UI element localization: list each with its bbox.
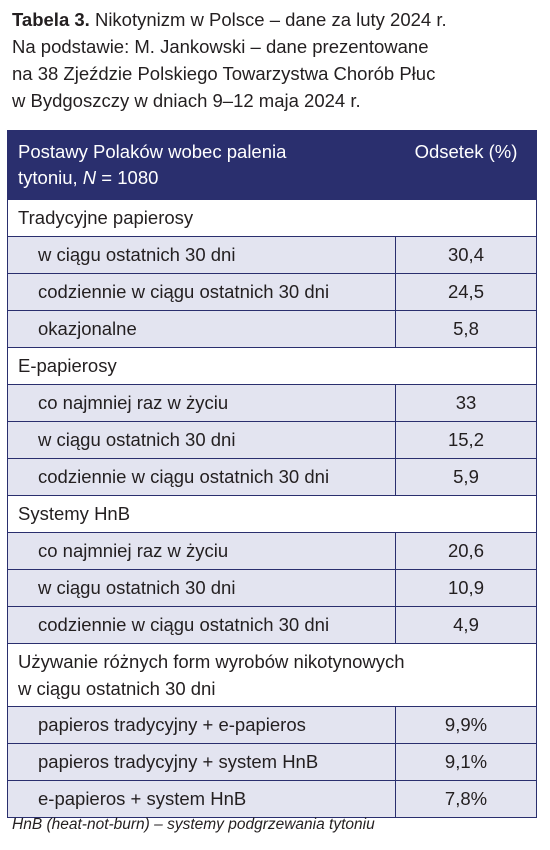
row-label: e-papieros + system HnB (8, 781, 396, 817)
header-col1-prefix: tytoniu, (18, 167, 83, 188)
row-value: 4,9 (453, 614, 479, 635)
caption-title: Nikotynizm w Polsce – dane za luty 2024 r. (94, 9, 447, 30)
row-label: papieros tradycyjny + e-papieros (8, 707, 396, 743)
row-value: 5,8 (453, 318, 479, 339)
section-hnb-systems (8, 495, 536, 643)
table-row (8, 569, 536, 606)
section-title-line1: Używanie różnych form wyrobów nikotynowych (18, 651, 405, 672)
table-row (8, 532, 536, 569)
row-label: codziennie w ciągu ostatnich 30 dni (8, 274, 396, 310)
row-value: 9,9% (444, 714, 488, 735)
row-value: 20,6 (447, 540, 484, 561)
row-label: w ciągu ostatnich 30 dni (8, 422, 396, 458)
caption-line-4: w Bydgoszczy w dniach 9–12 maja 2024 r. (12, 90, 361, 111)
row-value: 5,9 (453, 466, 479, 487)
row-label: w ciągu ostatnich 30 dni (8, 570, 396, 606)
header-col1-line1: Postawy Polaków wobec palenia (18, 141, 287, 162)
table-row (8, 606, 536, 643)
caption-label: Tabela 3. (12, 9, 90, 30)
table-row (8, 384, 536, 421)
data-table (7, 130, 537, 818)
table-row (8, 310, 536, 347)
section-title: Tradycyjne papierosy (8, 199, 536, 236)
table-row (8, 780, 536, 817)
row-label: okazjonalne (8, 311, 396, 347)
row-label: codziennie w ciągu ostatnich 30 dni (8, 607, 396, 643)
section-title: Systemy HnB (8, 495, 536, 532)
row-value: 10,9 (447, 577, 484, 598)
section-title (8, 643, 536, 706)
header-col1-line2 (18, 165, 396, 191)
header-col1-n: N (82, 167, 97, 188)
row-value: 7,8% (444, 788, 488, 809)
table-footnote: HnB (heat-not-burn) – systemy podgrzewania tytoniu (12, 816, 375, 833)
row-label: co najmniej raz w życiu (8, 533, 396, 569)
table-caption (12, 6, 542, 114)
header-col1-suffix: = 1080 (96, 167, 159, 188)
caption-line-2: Na podstawie: M. Jankowski – dane prezentowane (12, 36, 429, 57)
table-row (8, 743, 536, 780)
row-label: papieros tradycyjny + system HnB (8, 744, 396, 780)
table-row (8, 458, 536, 495)
caption-line-3: na 38 Zjeździe Polskiego Towarzystwa Chorób Płuc (12, 63, 436, 84)
table-row (8, 421, 536, 458)
section-title-line2: w ciągu ostatnich 30 dni (18, 678, 216, 699)
section-traditional-cigarettes (8, 199, 536, 347)
row-value: 9,1% (444, 751, 488, 772)
row-label: co najmniej raz w życiu (8, 385, 396, 421)
header-col-attitudes (8, 131, 396, 199)
table-row (8, 273, 536, 310)
row-value: 24,5 (447, 281, 484, 302)
row-label: w ciągu ostatnich 30 dni (8, 237, 396, 273)
caption-line-1 (12, 6, 542, 33)
section-title: E-papierosy (8, 347, 536, 384)
row-label: codziennie w ciągu ostatnich 30 dni (8, 459, 396, 495)
table-row (8, 706, 536, 743)
section-e-cigarettes (8, 347, 536, 495)
header-col-percent: Odsetek (%) (414, 141, 518, 162)
row-value: 33 (455, 392, 477, 413)
table-row (8, 236, 536, 273)
row-value: 30,4 (447, 244, 484, 265)
row-value: 15,2 (447, 429, 484, 450)
table-header (8, 131, 536, 199)
section-combined-use (8, 643, 536, 817)
